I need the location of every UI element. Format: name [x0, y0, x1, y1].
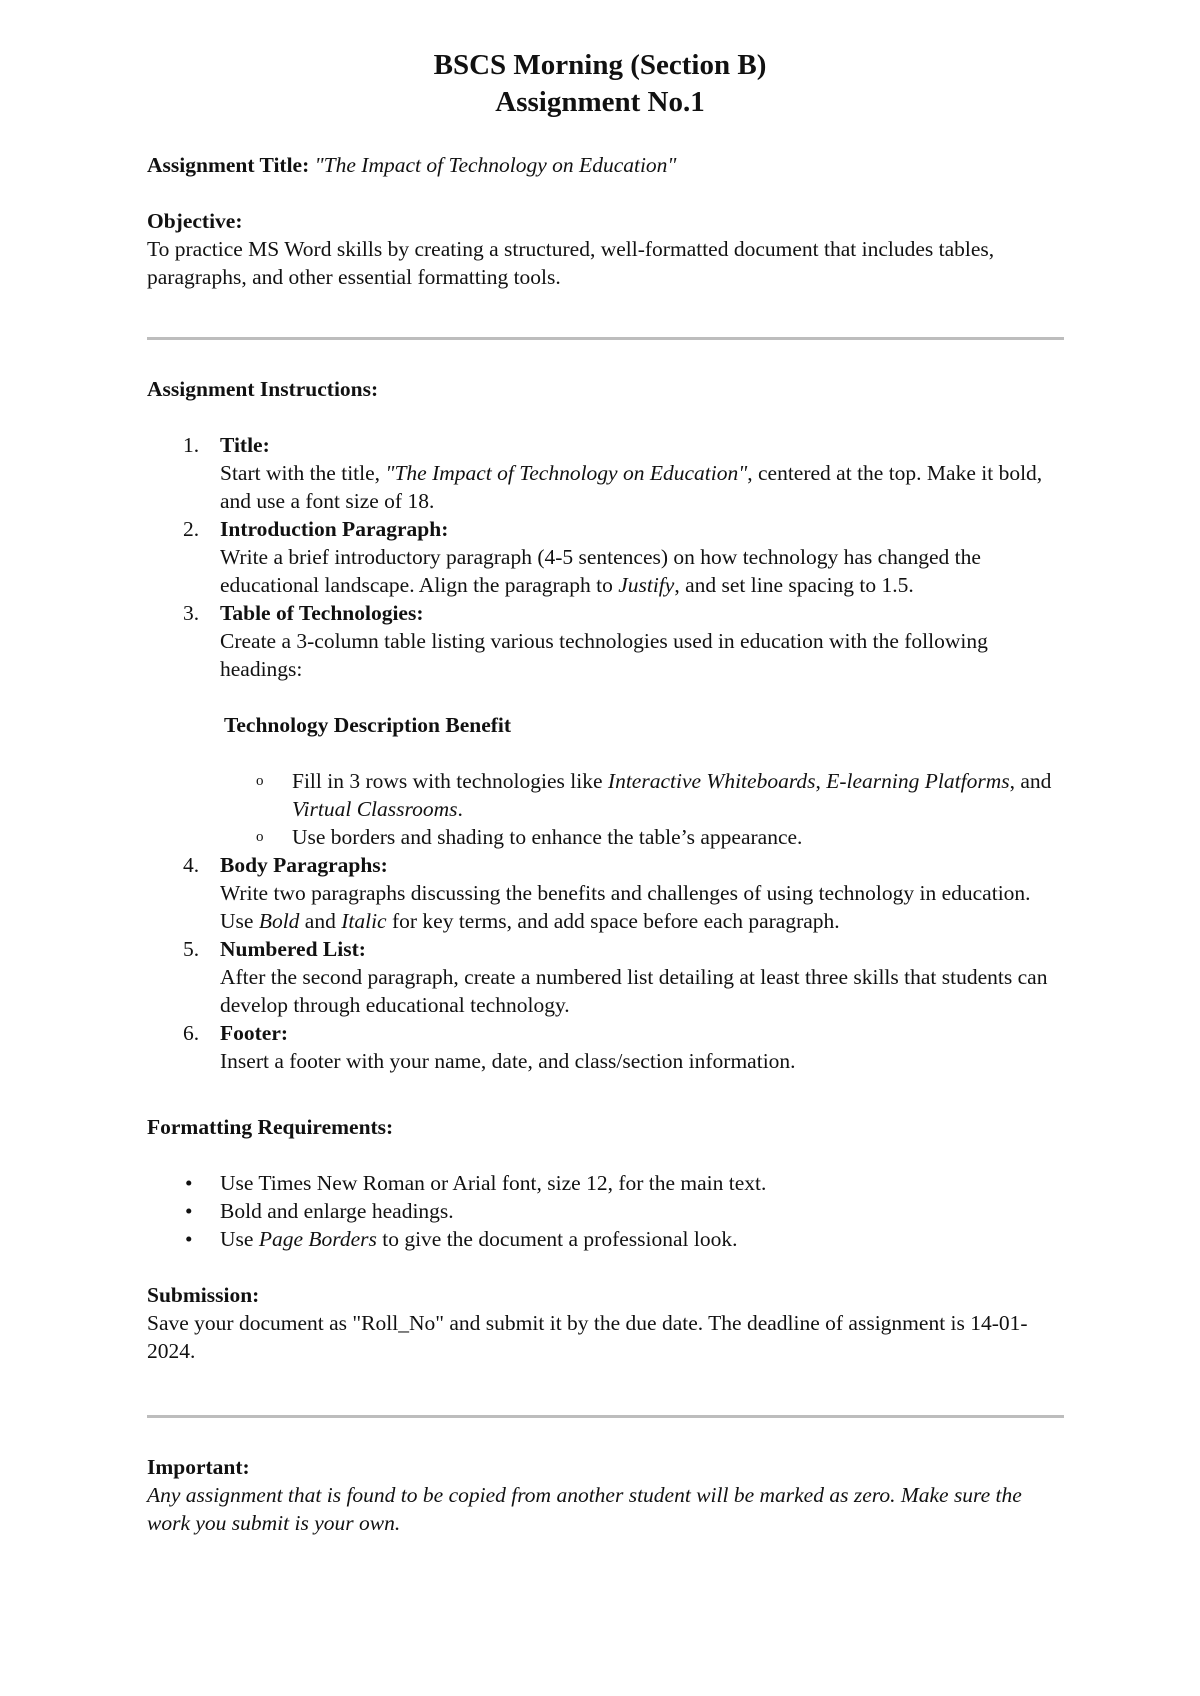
instruction-text: Insert a footer with your name, date, and class/section information. — [220, 1049, 796, 1073]
submission-heading: Submission: — [147, 1283, 260, 1307]
header-line-1: BSCS Morning (Section B) — [433, 49, 767, 81]
bullet-icon: • — [185, 1199, 193, 1223]
objective-section — [147, 207, 1067, 291]
assignment-title-value: "The Impact of Technology on Education" — [314, 153, 677, 177]
bullet-icon: • — [185, 1227, 193, 1251]
header-line-2: Assignment No.1 — [495, 86, 705, 118]
objective-heading: Objective: — [147, 209, 243, 233]
instruction-text: Write a brief introductory paragraph (4-5 sentences) on how technology has changed the educational landscape. Align the paragraph to Justify, and set line spacing to 1.5. — [220, 545, 981, 597]
instruction-title: Footer: — [220, 1021, 289, 1045]
instruction-title: Title: — [220, 433, 270, 457]
assignment-title-line — [147, 151, 1067, 179]
table-headings: Technology Description Benefit — [224, 713, 512, 737]
instruction-title: Numbered List: — [220, 937, 366, 961]
divider-rule — [147, 337, 1064, 340]
instruction-item — [147, 1019, 1067, 1075]
bullet-item: • Use Times New Roman or Arial font, size 12, for the main text. — [185, 1171, 767, 1195]
instruction-item — [147, 599, 1067, 851]
instruction-text: After the second paragraph, create a numbered list detailing at least three skills that students can develop through educational technology. — [220, 965, 1048, 1017]
formatting-list — [147, 1169, 1067, 1253]
submission-text: Save your document as "Roll_No" and submit it by the due date. The deadline of assignment is 14-01-2024. — [147, 1311, 1028, 1363]
instruction-title: Introduction Paragraph: — [220, 517, 449, 541]
list-number: 3. — [183, 601, 200, 625]
list-number: 4. — [183, 853, 200, 877]
instruction-item — [147, 851, 1067, 935]
sub-bullet-item: o Fill in 3 rows with technologies like Interactive Whiteboards, E-learning Platforms, and Virtual Classrooms. — [256, 769, 1052, 821]
instruction-text: Write two paragraphs discussing the benefits and challenges of using technology in education. Use Bold and Italic for key terms, and add space before each paragraph. — [220, 881, 1031, 933]
instruction-item — [147, 515, 1067, 599]
bullet-item: • Use Page Borders to give the document a professional look. — [185, 1227, 738, 1251]
hollow-bullet-icon: o — [256, 773, 264, 789]
formatting-heading: Formatting Requirements: — [147, 1115, 394, 1139]
instruction-text: Create a 3-column table listing various technologies used in education with the following headings: — [220, 629, 988, 681]
instruction-title: Table of Technologies: — [220, 601, 424, 625]
document-header — [0, 47, 1200, 121]
hollow-bullet-icon: o — [256, 829, 264, 845]
important-heading: Important: — [147, 1455, 250, 1479]
submission-section — [147, 1281, 1067, 1365]
divider-rule — [147, 1415, 1064, 1418]
instruction-item — [147, 935, 1067, 1019]
instructions-heading: Assignment Instructions: — [147, 377, 379, 401]
assignment-title-label: Assignment Title: — [147, 153, 310, 177]
objective-text: To practice MS Word skills by creating a structured, well-formatted document that includes tables, paragraphs, and other essential formatting tools. — [147, 237, 995, 289]
sub-bullet-item: o Use borders and shading to enhance the table’s appearance. — [256, 825, 803, 849]
list-number: 5. — [183, 937, 200, 961]
bullet-icon: • — [185, 1171, 193, 1195]
important-text: Any assignment that is found to be copied from another student will be marked as zero. Make sure the work you submit is your own. — [147, 1483, 1022, 1535]
instruction-title: Body Paragraphs: — [220, 853, 388, 877]
list-number: 1. — [183, 433, 200, 457]
instructions-list — [147, 431, 1067, 1075]
instruction-text: Start with the title, "The Impact of Technology on Education", centered at the top. Make it bold, and use a font size of 18. — [220, 461, 1043, 513]
sub-bullet-list — [220, 767, 1067, 851]
bullet-item: • Bold and enlarge headings. — [185, 1199, 454, 1223]
list-number: 6. — [183, 1021, 200, 1045]
list-number: 2. — [183, 517, 200, 541]
important-section — [147, 1453, 1067, 1537]
instruction-item — [147, 431, 1067, 515]
